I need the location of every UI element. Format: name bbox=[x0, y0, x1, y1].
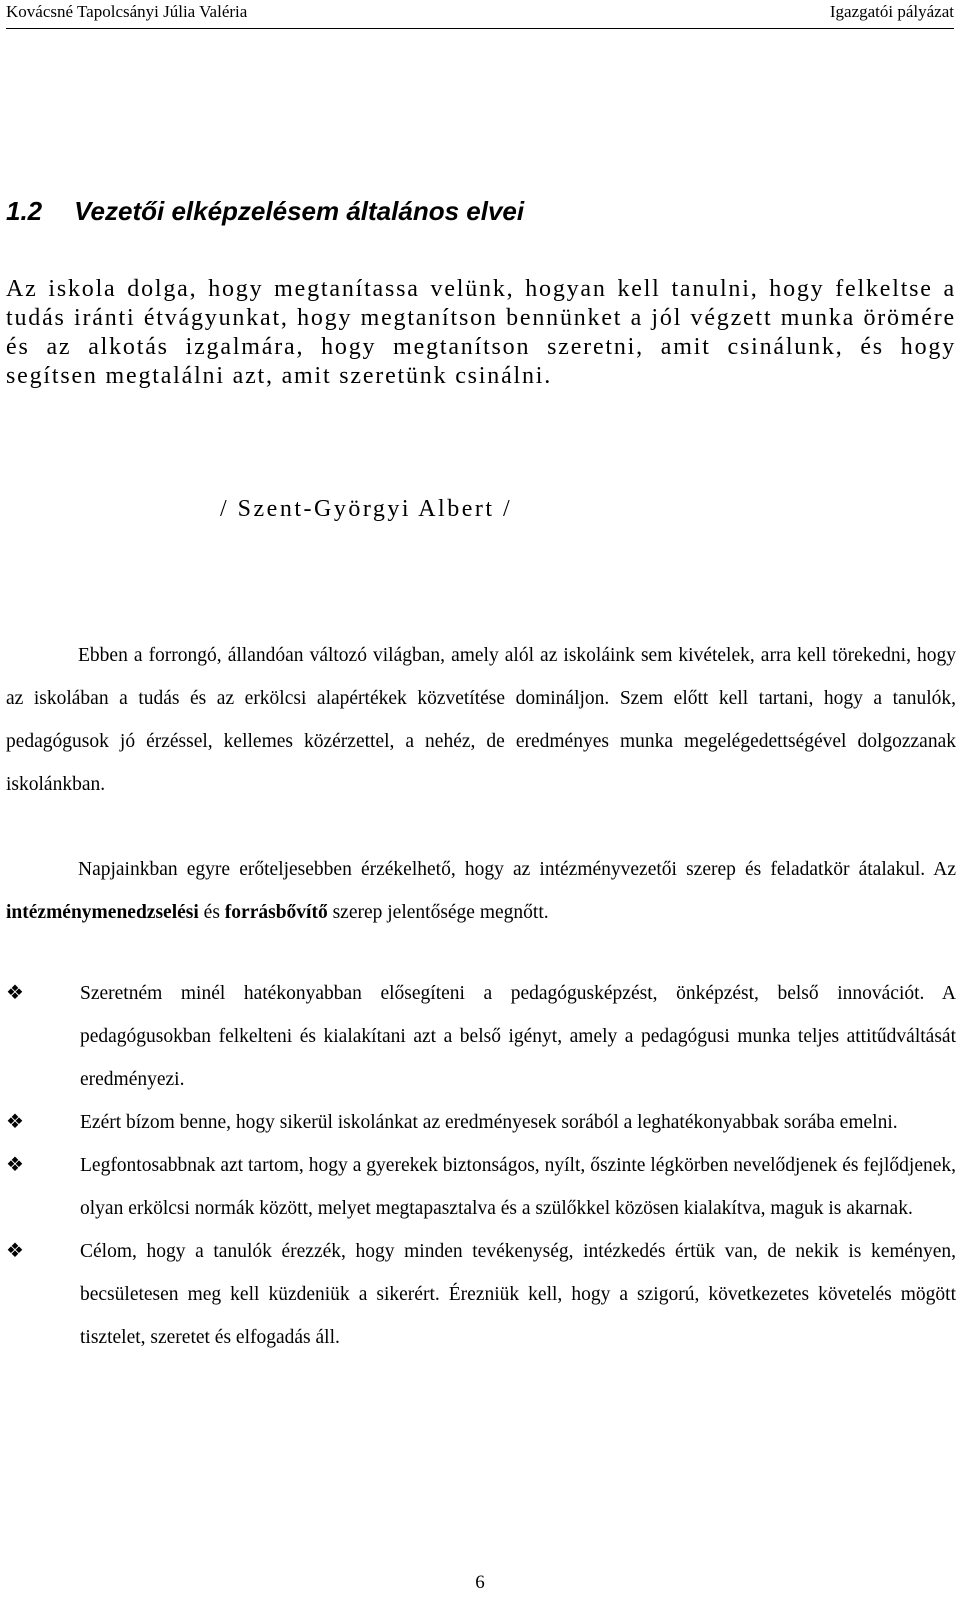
page-number: 6 bbox=[475, 1572, 485, 1593]
section-number: 1.2 bbox=[6, 196, 43, 226]
list-item-text: Ezért bízom benne, hogy sikerül iskolánkat az eredményesek sorából a leghatékonyabbak sorába emelni. bbox=[80, 1112, 898, 1133]
page-header bbox=[6, 0, 954, 29]
diamond-bullet-icon: ❖ bbox=[6, 1111, 24, 1133]
header-author: Kovácsné Tapolcsányi Júlia Valéria bbox=[6, 2, 248, 21]
header-doc-type: Igazgatói pályázat bbox=[829, 2, 954, 21]
section-heading bbox=[6, 196, 524, 227]
paragraph-1: Ebben a forrongó, állandóan változó világban, amely alól az iskoláink sem kivételek, arra kell törekedni, hogy az iskolában a tudás és az erkölcsi alapértékek közvetítése domináljon. Szem előtt kell tartani, hogy a tanulók, pedagógusok jó érzéssel, kellemes közérzettel, a nehéz, de eredményes munka megelégedettségével dolgozzanak iskolánkban. bbox=[6, 645, 956, 795]
list-item bbox=[6, 1101, 956, 1144]
quote-text: Az iskola dolga, hogy megtanítassa velünk, hogyan kell tanulni, hogy felkeltse a tudás iránti étvágyunkat, hogy megtanítson bennünket a jól végzett munka örömére és az alkotás izgalmára, hogy megtanítson szeretni, amit csinálunk, és hogy segítsen megtalálni azt, amit szeretünk csinálni. bbox=[6, 276, 956, 389]
diamond-bullet-icon: ❖ bbox=[6, 982, 24, 1004]
list-item bbox=[6, 972, 956, 1101]
list-item bbox=[6, 1230, 956, 1359]
diamond-bullet-icon: ❖ bbox=[6, 1154, 24, 1176]
quote-author: / Szent-Györgyi Albert / bbox=[220, 496, 513, 522]
paragraph-2-mid: és bbox=[198, 902, 225, 923]
list-item-text: Legfontosabbnak azt tartom, hogy a gyerekek biztonságos, nyílt, őszinte légkörben nevelődjenek és fejlődjenek, olyan erkölcsi normák között, melyet megtapasztalva és a szülőkkel közösen kialakítva, maguk is akarnak. bbox=[80, 1155, 956, 1219]
diamond-bullet-icon: ❖ bbox=[6, 1240, 24, 1262]
paragraph-2-end: szerep jelentősége megnőtt. bbox=[327, 902, 549, 923]
list-item-text: Célom, hogy a tanulók érezzék, hogy minden tevékenység, intézkedés értük van, de nekik is keményen, becsületesen meg kell küzdeniük a sikerért. Érezniük kell, hogy a szigorú, következetes követelés mögött tisztelet, szeretet és elfogadás áll. bbox=[80, 1241, 956, 1348]
paragraph-2-bold-2: forrásbővítő bbox=[224, 902, 328, 923]
paragraph-2 bbox=[6, 848, 956, 934]
list-item-text: Szeretném minél hatékonyabban elősegíteni a pedagógusképzést, önképzést, belső innovációt. A pedagógusokban felkelteni és kialakítani azt a belső igényt, amely a pedagógusi munka teljes attitűdváltását eredményezi. bbox=[80, 983, 956, 1090]
bullet-list bbox=[6, 972, 956, 1359]
section-title: Vezetői elképzelésem általános elvei bbox=[74, 196, 525, 226]
paragraph-2-start: Napjainkban egyre erőteljesebben érzékelhető, hogy az intézményvezetői szerep és feladatkör átalakul. Az bbox=[78, 859, 956, 880]
list-item bbox=[6, 1144, 956, 1230]
paragraph-2-bold-1: intézménymenedzselési bbox=[6, 902, 199, 923]
